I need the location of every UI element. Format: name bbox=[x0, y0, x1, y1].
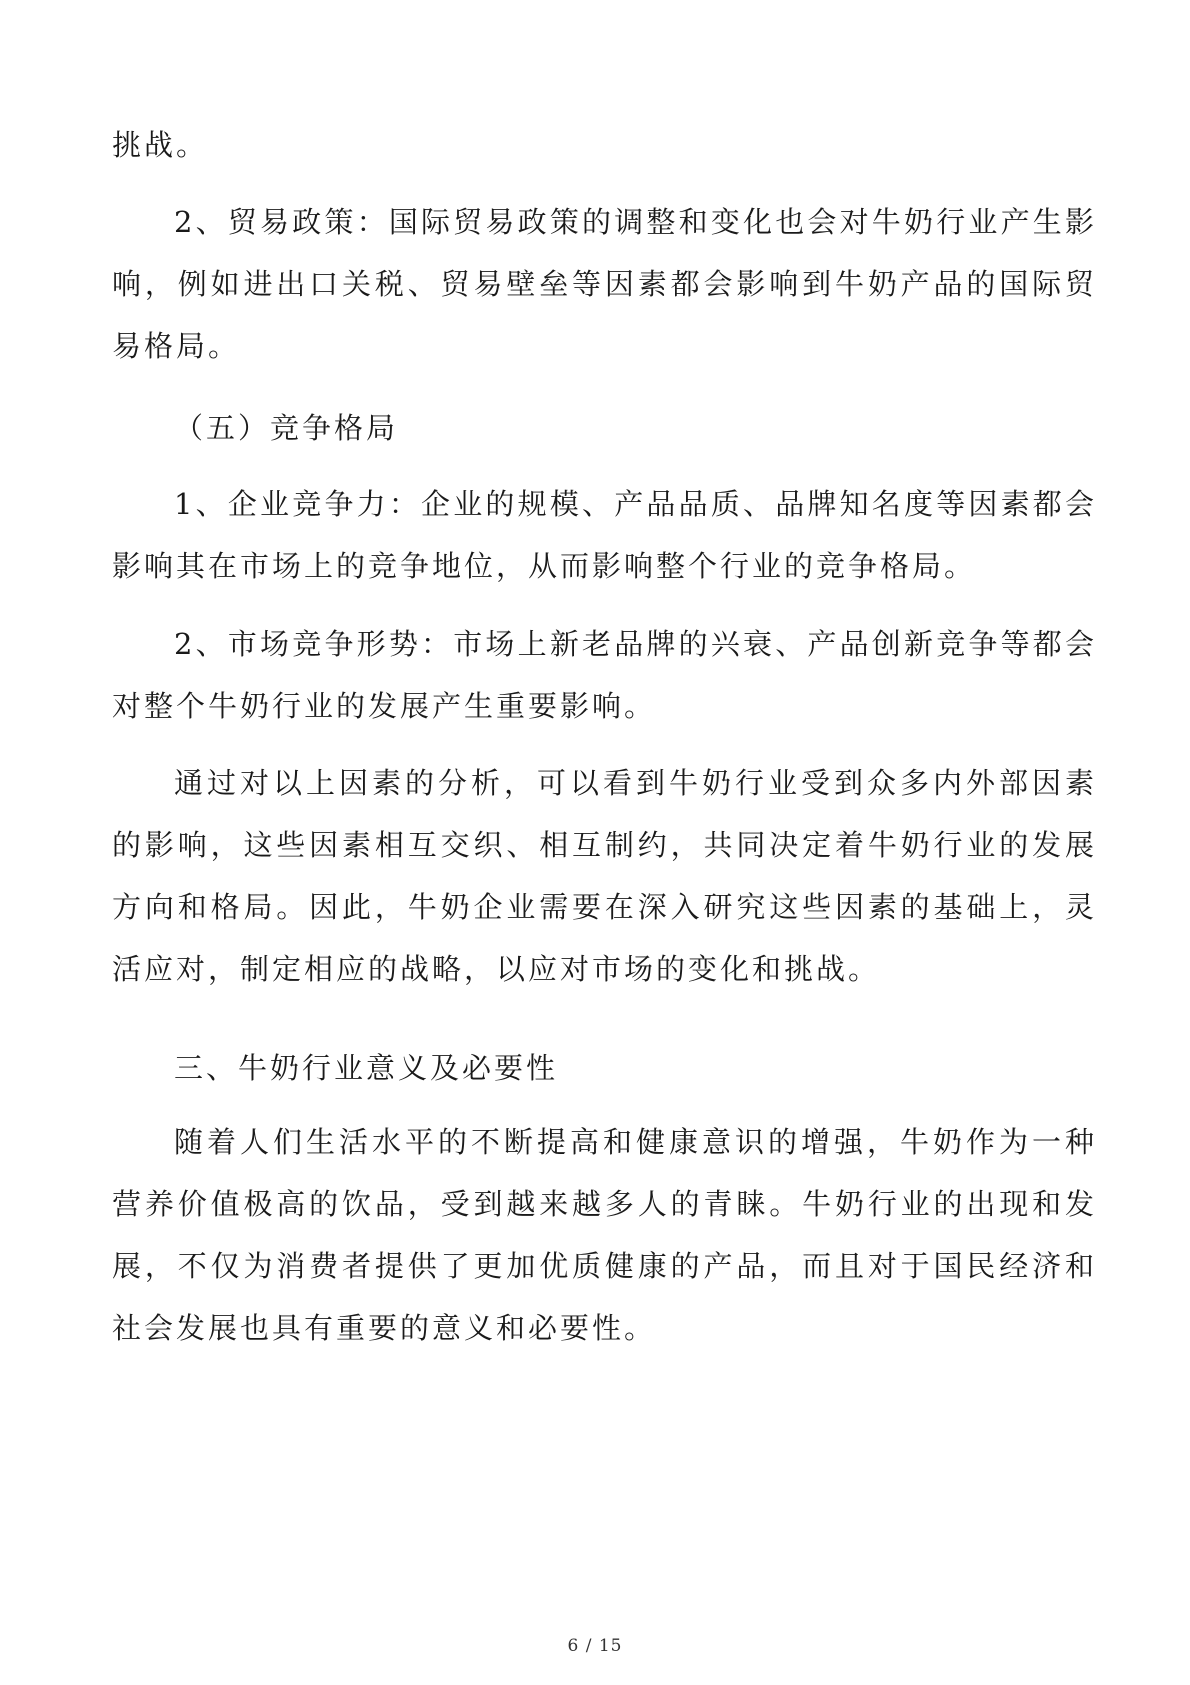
section-heading-significance: 三、牛奶行业意义及必要性 bbox=[174, 1051, 559, 1085]
paragraph-significance: 随着人们生活水平的不断提高和健康意识的增强，牛奶作为一种营养价值极高的饮品，受到越来越多人的青睐。牛奶行业的出现和发展，不仅为消费者提供了更加优质健康的产品，而且对于国民经济和社会发展也具有重要的意义和必要性。 bbox=[112, 1125, 1097, 1345]
paragraph-enterprise-competitiveness: 1、企业竞争力：企业的规模、产品品质、品牌知名度等因素都会影响其在市场上的竞争地位，从而影响整个行业的竞争格局。 bbox=[112, 487, 1097, 583]
page-number: 6 / 15 bbox=[567, 1636, 623, 1656]
paragraph-analysis-summary: 通过对以上因素的分析，可以看到牛奶行业受到众多内外部因素的影响，这些因素相互交织、相互制约，共同决定着牛奶行业的发展方向和格局。因此，牛奶企业需要在深入研究这些因素的基础上，灵活应对，制定相应的战略，以应对市场的变化和挑战。 bbox=[112, 766, 1097, 986]
paragraph-market-competition: 2、市场竞争形势：市场上新老品牌的兴衰、产品创新竞争等都会对整个牛奶行业的发展产生重要影响。 bbox=[112, 627, 1097, 723]
paragraph-continuation: 挑战。 bbox=[112, 128, 209, 162]
paragraph-trade-policy: 2、贸易政策：国际贸易政策的调整和变化也会对牛奶行业产生影响，例如进出口关税、贸易壁垒等因素都会影响到牛奶产品的国际贸易格局。 bbox=[112, 205, 1097, 363]
section-heading-competition: （五）竞争格局 bbox=[174, 411, 399, 445]
